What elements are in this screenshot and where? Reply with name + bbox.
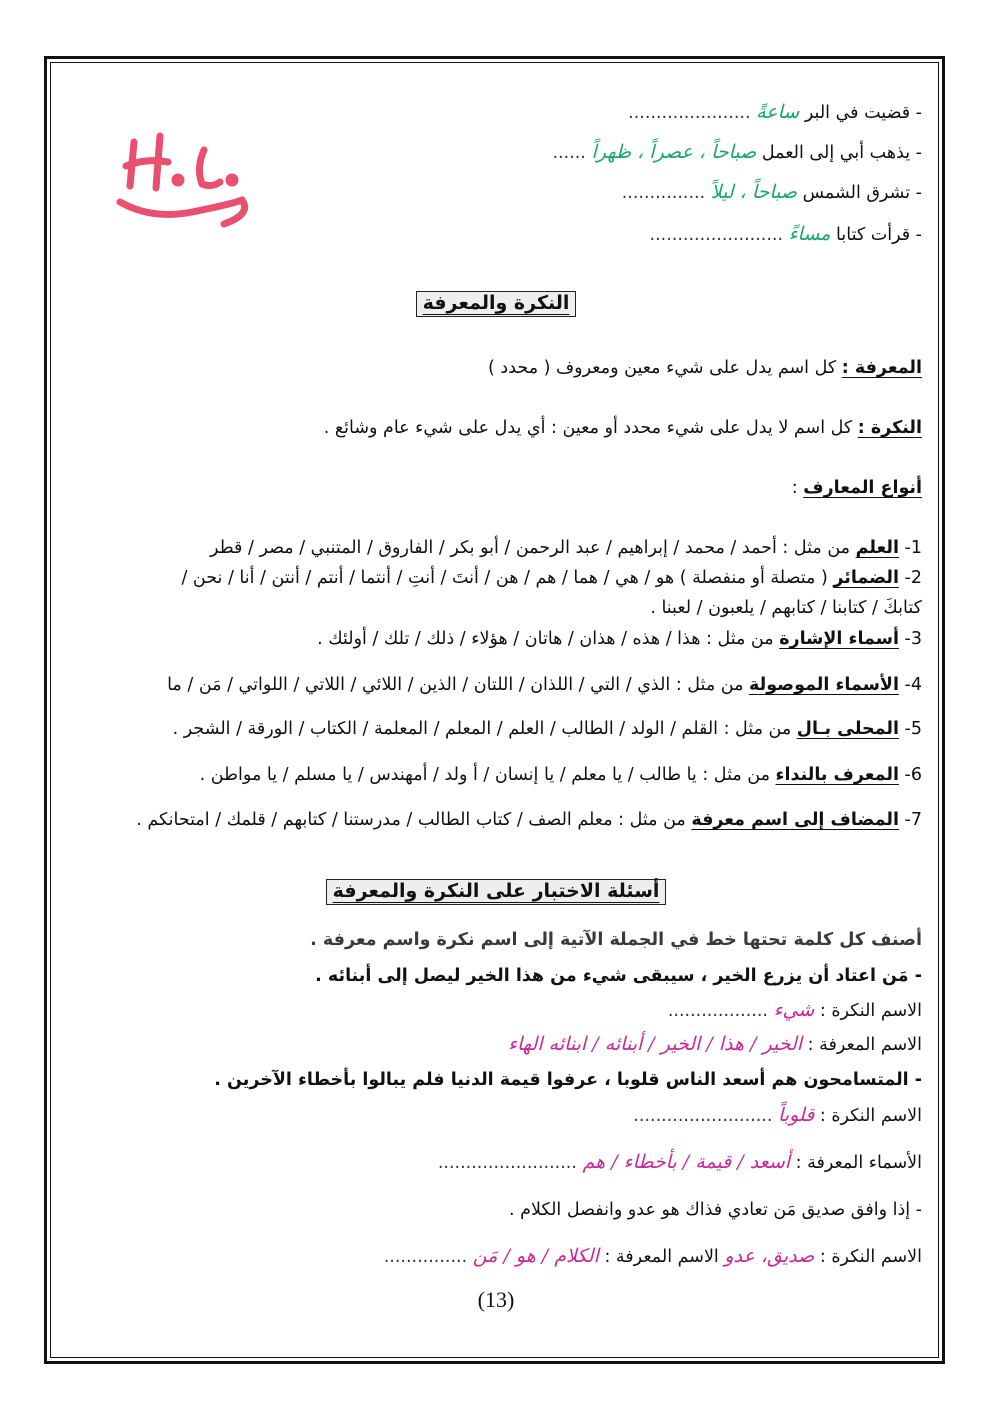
item-number: 3- [904, 629, 922, 649]
item-text: من مثل : أحمد / محمد / إبراهيم / عبد الرحمن / أبو بكر / الفاروق / المتنبي / مصر / قطر [210, 538, 856, 558]
handwritten-answer: صباحاً ، ليلاً [710, 181, 798, 203]
questions-instruction: أصنف كل كلمة تحتها خط في الجملة الآتية إلى اسم نكرة واسم معرفة . [310, 930, 922, 950]
grade-mark-icon [112, 128, 262, 238]
item-number: 6- [904, 765, 922, 785]
answer-label: الاسم النكرة : [819, 1001, 922, 1021]
handwritten-answer: مساءً [788, 223, 831, 245]
q2-marifa-line: الأسماء المعرفة : أسعد / قيمة / بأخطاء / هم ......................... [437, 1151, 922, 1173]
exercise-prefix: - يذهب أبي إلى العمل [761, 143, 922, 163]
item-number: 2- [904, 568, 922, 588]
exercise-prefix: - قضيت في البر [804, 103, 922, 123]
q1-marifa-line [508, 1032, 922, 1057]
item-term: المعرف بالنداء [775, 765, 899, 785]
item-term: أسماء الإشارة [779, 629, 899, 649]
answer-label: الاسم المعرفة : [807, 1035, 922, 1055]
question-sentence-1: - مَن اعتاد أن يزرع الخير ، سيبقى شيء من هذا الخير ليصل إلى أبنائه . [315, 966, 922, 986]
item-text: من مثل : الذي / التي / اللذان / اللتان / الذين / اللائي / اللاتي / اللواتي / مَن / ما [167, 675, 750, 695]
item-number: 5- [904, 719, 922, 739]
page-number: (13) [477, 1287, 515, 1312]
type-item-4 [167, 673, 922, 697]
type-item-2-continued [650, 596, 922, 620]
q1-nakira-line: الاسم النكرة : شيء .................. [667, 999, 922, 1021]
item-term: الضمائر [833, 568, 899, 588]
handwritten-answer: قلوباً [778, 1104, 815, 1126]
handwritten-answer: شيء [773, 999, 815, 1021]
answer-label: الأسماء المعرفة : [795, 1153, 922, 1173]
item-term: العلم [855, 538, 899, 558]
blank-dots: ...................... [628, 103, 751, 123]
exercise-prefix: - تشرق الشمس [802, 183, 922, 203]
types-title-colon: : [791, 478, 804, 498]
marifa-text: كل اسم يدل على شيء معين ومعروف ( محدد ) [488, 358, 837, 378]
blank-dots: ...... [552, 143, 586, 163]
type-item-3 [317, 627, 922, 651]
handwritten-answer: ساعةً [756, 101, 800, 123]
nakira-term: النكرة : [857, 418, 922, 438]
nakira-text: كل اسم لا يدل على شيء محدد أو معين : أي يدل على شيء عام وشائع . [323, 418, 853, 438]
exercise-prefix: - قرأت كتابا [836, 225, 922, 245]
item-number: 4- [904, 675, 922, 695]
types-title-text: أنواع المعارف [803, 478, 922, 498]
item-text: من مثل : القلم / الولد / الطالب / العلم / المعلم / المعلمة / الكتاب / الورقة / الشجر . [172, 719, 797, 739]
item-text: من مثل : معلم الصف / كتاب الطالب / مدرستنا / كتابهم / قلمك / امتحانكم . [136, 810, 692, 830]
item-text: ( متصلة أو منفصلة ) هو / هي / هما / هم / هن / أنتَ / أنتِ / أنتما / أنتم / أنتن / أنا / نحن / [181, 568, 834, 588]
type-item-1 [210, 536, 922, 560]
handwritten-answer: صباحاً ، عصراً ، ظهراً [591, 141, 757, 163]
answer-label: الاسم النكرة : [819, 1247, 922, 1267]
type-item-6 [200, 763, 922, 787]
types-title [792, 476, 922, 500]
item-text: من مثل : يا طالب / يا معلم / يا إنسان / أ ولد / أمهندس / يا مسلم / يا مواطن . [199, 765, 776, 785]
item-term: المضاف إلى اسم معرفة [691, 810, 899, 830]
exercise-line-2 [552, 140, 922, 165]
definition-nakira [324, 416, 922, 440]
type-item-7 [136, 808, 922, 832]
item-term: المحلى بـال [796, 719, 899, 739]
questions-title [0, 880, 992, 902]
section-title [0, 292, 992, 314]
q2-nakira-line: الاسم النكرة : قلوباً ......................... [633, 1104, 922, 1126]
item-number: 7- [904, 810, 922, 830]
answer-label: الاسم المعرفة : [604, 1247, 719, 1267]
item-text: كتابكَ / كتابنا / كتابهم / يلعبون / لعبنا . [650, 598, 922, 618]
handwritten-answer: صديق، عدو [724, 1245, 815, 1267]
definition-marifa [488, 356, 922, 380]
exercise-line-1 [628, 100, 922, 125]
q3-answers-line: الاسم النكرة : صديق، عدو الاسم المعرفة : الكلام / هو / مَن ............... [383, 1245, 922, 1267]
question-sentence-2: - المتسامحون هم أسعد الناس قلوبا ، عرفوا قيمة الدنيا فلم يبالوا بأخطاء الآخرين . [214, 1070, 922, 1090]
type-item-5 [173, 717, 922, 741]
section-title-text: النكرة والمعرفة [416, 291, 577, 317]
questions-title-text: أسئلة الاختبار على النكرة والمعرفة [326, 879, 667, 905]
exercise-line-4 [650, 222, 922, 247]
blank-dots: ............... [621, 183, 706, 203]
question-sentence-3: - إذا وافق صديق مَن تعادي فذاك هو عدو وانفصل الكلام . [509, 1200, 922, 1220]
exercise-line-3 [622, 180, 922, 205]
handwritten-answer: الخير / هذا / الخير / أبنائه / ابنائه الهاء [508, 1033, 803, 1055]
blank-dots: ........................ [649, 225, 784, 245]
answer-label: الاسم النكرة : [819, 1106, 922, 1126]
type-item-2 [181, 566, 922, 590]
item-number: 1- [904, 538, 922, 558]
handwritten-answer: الكلام / هو / مَن [472, 1245, 599, 1267]
item-text: من مثل : هذا / هذه / هذان / هاتان / هؤلاء / ذلك / تلك / أولئك . [317, 629, 780, 649]
handwritten-answer: أسعد / قيمة / بأخطاء / هم [582, 1151, 791, 1173]
item-term: الأسماء الموصولة [749, 675, 899, 695]
marifa-term: المعرفة : [841, 358, 922, 378]
